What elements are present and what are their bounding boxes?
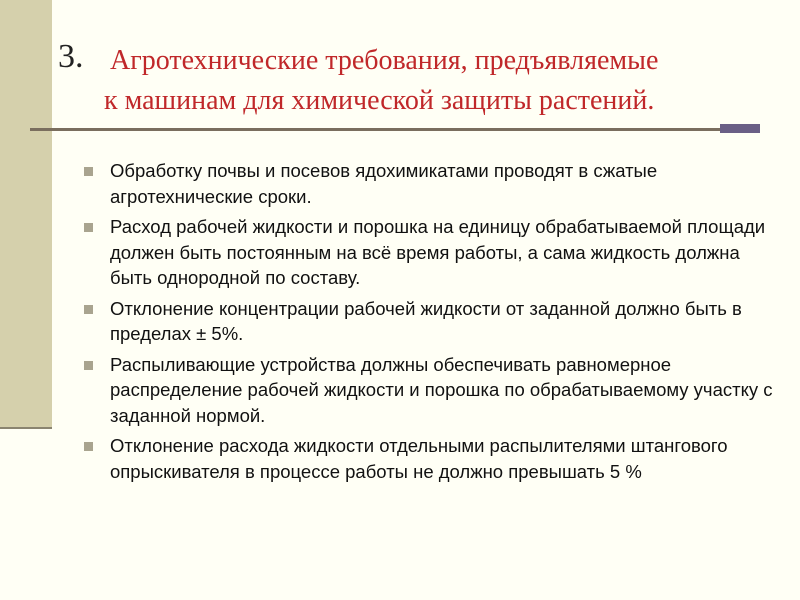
- bullet-square-icon: [84, 442, 93, 451]
- bullet-item: [84, 296, 774, 347]
- bullet-square-icon: [84, 223, 93, 232]
- bullet-list: [84, 158, 774, 489]
- title-line-2: к машинам для химической защиты растений.: [104, 85, 655, 116]
- bullet-item: [84, 352, 774, 429]
- bullet-square-icon: [84, 305, 93, 314]
- title-line-1: Агротехнические требования, предъявляемые: [110, 45, 659, 76]
- bullet-text: Отклонение расхода жидкости отдельными распылителями штангового опрыскивателя в процессе работы не должно превышать 5 %: [110, 435, 728, 482]
- bullet-square-icon: [84, 167, 93, 176]
- side-band-edge: [0, 427, 52, 429]
- bullet-item: [84, 433, 774, 484]
- bullet-text: Отклонение концентрации рабочей жидкости от заданной должно быть в пределах ± 5%.: [110, 297, 742, 344]
- side-band: [0, 0, 52, 428]
- bullet-text: Распыливающие устройства должны обеспечивать равномерное распределение рабочей жидкости и порошка по обрабатываемому участку с заданной нормой.: [110, 353, 773, 426]
- bullet-item: [84, 158, 774, 209]
- bullet-square-icon: [84, 361, 93, 370]
- title-divider-accent: [720, 124, 760, 133]
- title-divider: [30, 128, 760, 131]
- bullet-text: Расход рабочей жидкости и порошка на единицу обрабатываемой площади должен быть постоянным на всё время работы, а сама жидкость должна быть однородной по составу.: [110, 216, 766, 288]
- title-number: 3.: [58, 38, 84, 75]
- bullet-item: [84, 214, 774, 291]
- bullet-text: Обработку почвы и посевов ядохимикатами проводят в сжатые агротехнические сроки.: [110, 160, 658, 207]
